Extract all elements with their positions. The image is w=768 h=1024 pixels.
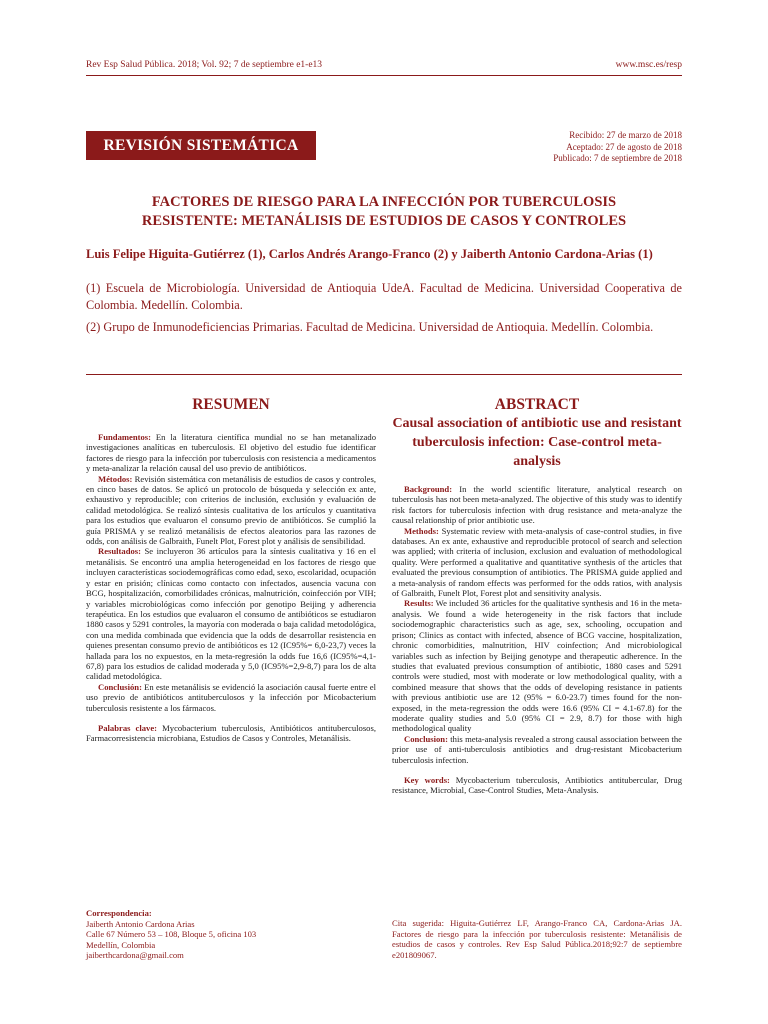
resumen-conclusion: [86, 682, 376, 713]
metodos-text: Revisión sistemática con metanálisis de estudios de casos y controles, en cinco bases de datos. Se aplicó un protocolo de búsqueda y selección ex ante, exhaustivo y reproducible; con criterios de inclusión, exclusión y evaluación de calidad metodológica. Se realizó síntesis cualitativa de los artículos y cuantitativa para los estudios que evaluaron el consumo previo de antibióticos. Se cumplió la guía PRISMA y se realizó metanálisis de efectos aleatorios para las razones de odds, con análisis de Galbraith, Funelt Plot, Forest plot y análisis de sensibilidad.: [86, 473, 376, 547]
affiliation-1: (1) Escuela de Microbiología. Universidad de Antioquia UdeA. Facultad de Medicina. Universidad Cooperativa de Colombia. Medellín. Colombia.: [86, 281, 682, 312]
journal-citation: Rev Esp Salud Pública. 2018; Vol. 92; 7 de septiembre e1-e13: [86, 60, 323, 70]
fundamentos-label: Fundamentos:: [98, 432, 152, 442]
abstract-conclusion: [392, 734, 682, 765]
correspondence-address: Calle 67 Número 53 – 108, Bloque 5, oficina 103: [86, 929, 257, 939]
received-date: Recibido: 27 de marzo de 2018: [569, 130, 682, 140]
author-list: Luis Felipe Higuita-Gutiérrez (1), Carlos Andrés Arango-Franco (2) y Jaiberth Antonio Cardona-Arias (1): [86, 247, 653, 261]
conclusion-text-en: this meta-analysis revealed a strong causal association between the prior use of anti-tuberculosis antibiotics and drug-resistant Micobacterium tuberculosis infection.: [392, 733, 682, 765]
conclusion-text-es: En este metanálisis se evidenció la asociación causal fuerte entre el uso previo de antibióticos antituberculosos y la infección por Micobacterium tuberculosis resistente a los fármacos.: [86, 681, 376, 713]
suggested-citation: Cita sugerida: Higuita-Gutiérrez LF, Arango-Franco CA, Cardona-Arias JA. Factores de riesgo para la infección por tuberculosis resistente: Metanálisis de estudios de casos y controles. Rev Esp Salud Pública.2018;92:7 de septiembre e201809067.: [392, 918, 682, 960]
correspondence-city: Medellín, Colombia: [86, 939, 156, 950]
resumen-heading: RESUMEN: [192, 396, 270, 413]
conclusion-label-es: Conclusión:: [98, 681, 142, 692]
resumen-metodos: [86, 474, 376, 547]
correspondence-email[interactable]: jaiberthcardona@gmail.com: [86, 950, 184, 960]
abstract-results: [392, 598, 682, 733]
published-date: Publicado: 7 de septiembre de 2018: [553, 153, 682, 163]
section-divider: [86, 374, 682, 375]
abstract-body: [392, 484, 682, 796]
resumen-fundamentos: [86, 432, 376, 474]
palabras-clave-text: Mycobacterium tuberculosis, Antibióticos antituberculosos, Farmacorresistencia microbiana, Estudios de Casos y Controles, Metanálisis.: [86, 722, 376, 744]
resultados-text: Se incluyeron 36 artículos para la síntesis cualitativa y 16 en el metanálisis. Se encontró una amplia heterogeneidad en los factores de riesgo que incluyen características sociodemográficas como edad, sexo, escolaridad, ocupación y estar en prisión; clínicas como contacto con infectados, ausencia vacuna con BCG, hospitalización, comorbilidades crónicas, malnutrición, coinfección por VIH; y variables microbiológicas como infección por genotipo Beijing y adherencia terapéutica. En los estudios que evaluaron el consumo de antibióticos se estudiaron 1880 casos y 5291 controles, la mayoría con moderada o baja calidad metodológica, con una medida combinada que evidencia que la odds de desarrollar resistencia en quienes presentan consumo previo de antibióticos es 12 (IC95%= 6,0-23,7) veces la hallada para los no expuestos, en la meta-regresión la odds fue 16,6 (IC95%=4,1-67,8) para los estudios de calidad moderada y 5,0 (IC95%=2,9-8,7) para los de alta calidad metodológica.: [86, 546, 376, 682]
title-line-2: RESISTENTE: METANÁLISIS DE ESTUDIOS DE CASOS Y CONTROLES: [141, 213, 627, 229]
key-words-text: Mycobacterium tuberculosis, Antibiotics antitubercular, Drug resistance, Microbial, Case-Control Studies, Meta-Analysis.: [392, 774, 682, 796]
resultados-label: Resultados:: [98, 546, 141, 557]
abstract-heading: ABSTRACT: [494, 396, 580, 413]
conclusion-label-en: Conclusion:: [404, 733, 448, 744]
background-label: Background:: [404, 484, 453, 494]
results-text: We included 36 articles for the qualitative synthesis and 16 in the meta-analysis. We found a wide heterogeneity in the risk factors that include sociodemographic characteristics such as age, sex, schooling, occupation and prison; Clinics as contact with infected, absence of BCG vaccine, hospitalization, chronic comorbidities, malnutrition, HIV coinfection; And microbiological variables such as infection by Beijing genotype and therapeutic adherence. In the studies that evaluated previous consumption of antibiotic, 1880 cases and 5291 controls were studied, most with moderate or low methodological quality, with a combined measure that shows that the odds of developing resistance in patients with previous antibiotic use are 12 (95% = 6.0-23.7) times found for the non-exposed, in the meta-regression the odds were 16.6 (95% CI = 4.1-67.8) for the moderate quality studies and 5.0 (95% CI = 2.9, 8.7) for those with high methodological quality: [392, 598, 682, 734]
abstract-background: [392, 484, 682, 526]
accepted-date: Aceptado: 27 de agosto de 2018: [566, 141, 682, 152]
abstract-methods: [392, 526, 682, 599]
header-divider: [86, 75, 682, 76]
article-title: [86, 193, 682, 231]
title-line-1: FACTORES DE RIESGO PARA LA INFECCIÓN POR TUBERCULOSIS: [151, 194, 617, 210]
section-badge: REVISIÓN SISTEMÁTICA: [86, 131, 316, 160]
palabras-clave-label: Palabras clave:: [98, 722, 158, 733]
correspondence-label: Correspondencia:: [86, 908, 152, 918]
correspondence-block: [86, 908, 366, 961]
abstract-keywords: [392, 775, 682, 796]
metodos-label: Métodos:: [98, 473, 133, 484]
resumen-body: [86, 432, 376, 744]
resumen-resultados: [86, 546, 376, 681]
methods-label: Methods:: [404, 525, 439, 536]
results-label: Results:: [404, 598, 434, 609]
key-words-label: Key words:: [404, 774, 450, 785]
article-dates: [553, 130, 682, 165]
running-header: [86, 60, 682, 70]
fundamentos-text: En la literatura científica mundial no se han metanalizado investigaciones analíticas en tuberculosis. El objetivo del estudio fue identificar factores de riesgo para la infección por tuberculosis con resistencia a medicamentos y meta-analizar la relación causal del uso previo de antibióticos.: [86, 432, 376, 474]
background-text: In the world scientific literature, analytical research on tuberculosis has not been meta-analyzed. The objective of this study was to identify risk factors for tuberculosis infection with drug resistance and meta-analyze the causal relationship of prior antibiotic use.: [392, 484, 682, 526]
affiliation-2: (2) Grupo de Inmunodeficiencias Primarias. Facultad de Medicina. Universidad de Antioquia. Medellín. Colombia.: [86, 320, 654, 334]
correspondence-name: Jaiberth Antonio Cardona Arias: [86, 918, 195, 929]
resumen-keywords: [86, 723, 376, 744]
methods-text: Systematic review with meta-analysis of case-control studies, in five databases. An ex ante, exhaustive and reproducible protocol of search and selection was applied; with criteria of inclusion, exclusion and evaluation of methodological quality. Were performed a qualitative and quantitative synthesis of the articles that evaluated the previous consumption of antibiotics. The PRISMA guide applied and a meta-analysis of random effects was performed for the odds ratios, with analysis of Galbraith, Funelt Plot, Forest plot and sensitivity analysis.: [392, 525, 682, 599]
journal-url[interactable]: www.msc.es/resp: [615, 60, 682, 70]
abstract-title: Causal association of antibiotic use and resistant tuberculosis infection: Case-control meta-analysis: [392, 416, 682, 469]
